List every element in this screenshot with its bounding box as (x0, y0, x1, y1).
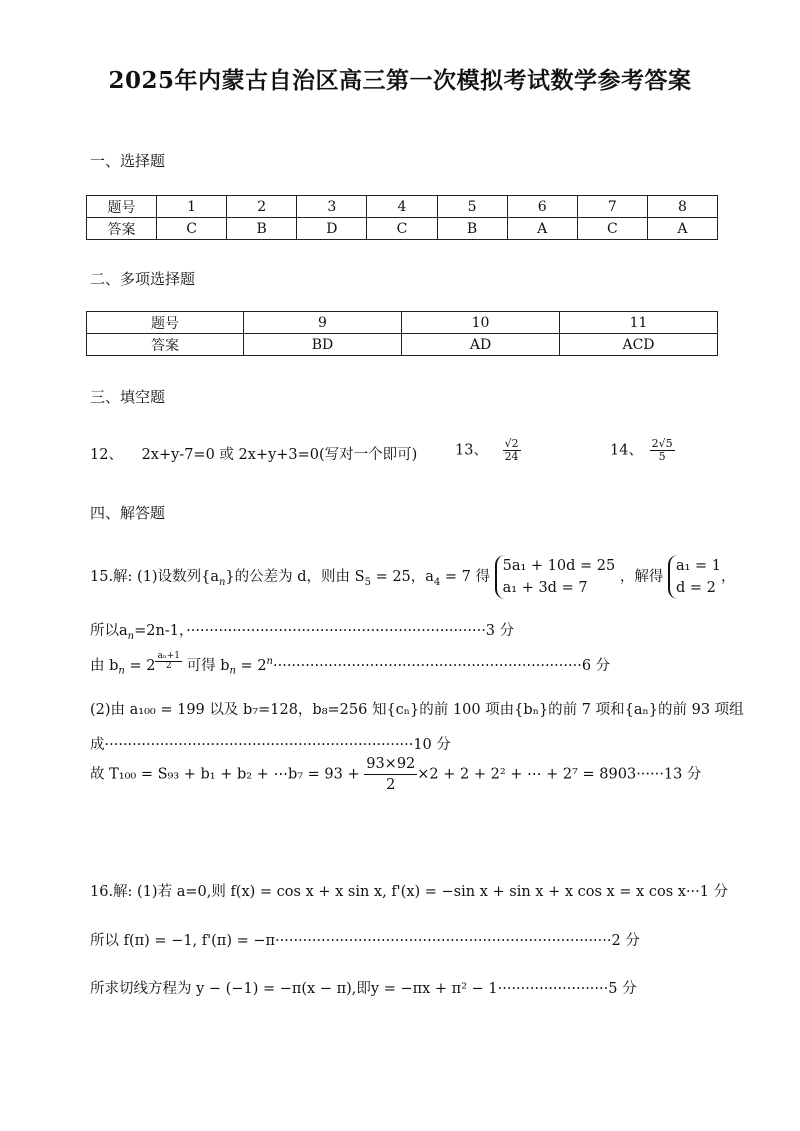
q14-fraction (650, 438, 675, 463)
q13-fraction (503, 438, 521, 463)
q15-text: }的公差为 d，则由 S (225, 569, 365, 585)
answer-cell: ACD (560, 334, 718, 356)
q15-line-2: 所以$a_n=2n-1$，·································································3 分 (90, 623, 515, 642)
q15-line-6 (90, 754, 701, 795)
q14-denominator: 5 (658, 450, 666, 463)
score-label: 6 分 (581, 657, 611, 674)
q15-text: ×2 + 2 + 2² + ⋯ + 2⁷ = 8903 (417, 766, 637, 783)
answer-cell: D (297, 218, 367, 240)
q15-text: ， (721, 569, 736, 585)
q14-numerator: 2√5 (651, 437, 673, 450)
fill-q13 (455, 438, 521, 463)
table-header-cell: 答案 (87, 218, 157, 240)
equation: a₁ = 1 (675, 558, 722, 574)
table-header-cell: 题号 (87, 312, 244, 334)
answer-cell: C (577, 218, 647, 240)
question-number-cell: 11 (560, 312, 718, 334)
choice-answer-table (86, 195, 718, 240)
question-number-cell: 8 (647, 196, 717, 218)
q16-line-3 (90, 977, 637, 998)
dot-leader: ··································································· (104, 737, 414, 753)
answer-cell: C (157, 218, 227, 240)
q15-line-5 (90, 733, 451, 754)
score-label: 1 分 (699, 884, 729, 900)
q15-text: =2n-1， (134, 623, 187, 639)
q16-text: 16.解: (1)若 a=0,则 f(x) = cos x + x sin x, f'(x) = −sin x + sin x + x cos x = x cos x (90, 884, 686, 900)
dot-leader: ··································································· (273, 657, 582, 674)
q12-answer: 2x+y-7=0 或 2x+y+3=0(写对一个即可) (141, 447, 418, 463)
table-row (87, 196, 718, 218)
q13-numerator: √2 (504, 437, 519, 450)
fill-q14 (610, 438, 675, 463)
q15-text: 成 (90, 737, 105, 753)
question-number-cell: 3 (297, 196, 367, 218)
table-row (87, 334, 718, 356)
equation: 5a₁ + 10d = 25 (502, 558, 616, 574)
question-number-cell: 1 (157, 196, 227, 218)
exponent-denominator: 2 (165, 661, 172, 671)
equation: d = 2 (675, 580, 716, 596)
q15-text: = 25，a (370, 569, 434, 585)
q16-text: 所以 f(π) = −1, f'(π) = −π (90, 933, 276, 949)
question-number-cell: 7 (577, 196, 647, 218)
question-number-cell: 10 (402, 312, 560, 334)
score-label: 2 分 (611, 933, 640, 949)
q15-line-1: 15.解: (1)设数列$\{a_n\}$的公差为 d，则由 $S_5 = 25$，$a_4 = 7$ 得 5a₁ + 10d = 25 a₁ + 3d = 7 ，解得 a₁ = 1 d = 2 ， (90, 555, 736, 599)
table-header-cell: 题号 (87, 196, 157, 218)
q15-text: 由 b (90, 657, 119, 674)
fill-q12 (90, 443, 417, 464)
q16-line-2 (90, 929, 640, 950)
q13-denominator: 24 (504, 450, 519, 463)
fraction-denominator: 2 (386, 777, 396, 793)
exponent-fraction (155, 652, 182, 671)
table-row (87, 218, 718, 240)
question-number-cell: 6 (507, 196, 577, 218)
q15-text: = 2 (124, 657, 156, 674)
dot-leader: ········································································· (275, 933, 612, 949)
q14-number: 14、 (610, 442, 643, 459)
q15-text: 所以a (90, 623, 128, 639)
table-header-cell: 答案 (87, 334, 244, 356)
equation-system (495, 555, 616, 599)
answer-cell: AD (402, 334, 560, 356)
multi-choice-answer-table (86, 311, 718, 356)
q15-text: = 2 (235, 657, 267, 674)
q15-line-4: (2)由 a₁₀₀ = 199 以及 b₇=128，b₈=256 知{cₙ}的前 100 项由{bₙ}的前 7 项和{aₙ}的前 93 项组 (90, 702, 744, 718)
q15-text: 15.解: (1)设数列{a (90, 569, 219, 585)
dot-leader: ································································· (186, 623, 486, 639)
fraction-numerator: 93×92 (364, 754, 417, 775)
table-row (87, 312, 718, 334)
answer-cell: B (227, 218, 297, 240)
score-label: 3 分 (485, 623, 515, 639)
q15-text: 故 T₁₀₀ = S₉₃ + b₁ + b₂ + ⋯b₇ = 93 + (90, 766, 360, 783)
dot-leader: ························ (497, 981, 609, 997)
question-number-cell: 9 (244, 312, 402, 334)
score-label: 13 分 (663, 766, 702, 783)
q16-text: 所求切线方程为 y − (−1) = −π(x − π),即y = −πx + π² − 1 (90, 981, 498, 997)
q16-line-1 (90, 880, 728, 901)
section-choice-heading: 一、选择题 (90, 152, 166, 170)
answer-cell: A (507, 218, 577, 240)
answer-cell: A (647, 218, 717, 240)
question-number-cell: 4 (367, 196, 437, 218)
score-label: 5 分 (608, 981, 637, 997)
page-title: 2025年内蒙古自治区高三第一次模拟考试数学参考答案 (108, 67, 692, 94)
exponent-numerator: aₙ+1 (157, 651, 180, 661)
q15-text: = 7 得 (440, 569, 491, 585)
score-label: 10 分 (413, 737, 451, 753)
q15-text: 可得 b (181, 657, 230, 674)
q12-number: 12、 (90, 447, 123, 463)
dot-leader: ··· (685, 884, 700, 900)
question-number-cell: 2 (227, 196, 297, 218)
equation: a₁ + 3d = 7 (502, 580, 588, 596)
q15-line-3: 由 $b_n = 2$ $^{\frac{\text{aₙ+1}}{2}}$ 可得 $b_n = 2^n\cdot\cdot\cdot\cdot\cdot\cdot\cdot\cdot\cdot\cdot\cdot\cdot\cdot\cdot\cdot\cdot\cdot\cdot\cdot\cdot\cdot\cdot\cdot\cdot\cdot\cdot\cdot\cdot\cdot\cdot\cdot\cdot\cdot\cdot\cdot\cdot\cdot\cdot\cdot\cdot\cdot\cdot\cdot\cdot\cdot\cdot\cdot\cdot\cdot\cdot\cdot\cdot\cdot\cdot\cdot\cdot\cdot\cdot\cdot\cdot\cdot\cdot\cdot\cdot\cdot\cdot\cdot 6$ 分 (90, 651, 611, 677)
question-number-cell: 5 (437, 196, 507, 218)
answer-cell: C (367, 218, 437, 240)
answer-cell: BD (244, 334, 402, 356)
sum-fraction (364, 754, 417, 795)
q13-number: 13、 (455, 442, 488, 459)
solution-system (668, 555, 721, 599)
q15-text: ，解得 (619, 569, 664, 585)
section-solution-heading: 四、解答题 (90, 504, 166, 522)
section-multi-choice-heading: 二、多项选择题 (90, 270, 196, 288)
answer-cell: B (437, 218, 507, 240)
dot-leader: ······ (636, 766, 664, 783)
section-fill-heading: 三、填空题 (90, 388, 166, 406)
